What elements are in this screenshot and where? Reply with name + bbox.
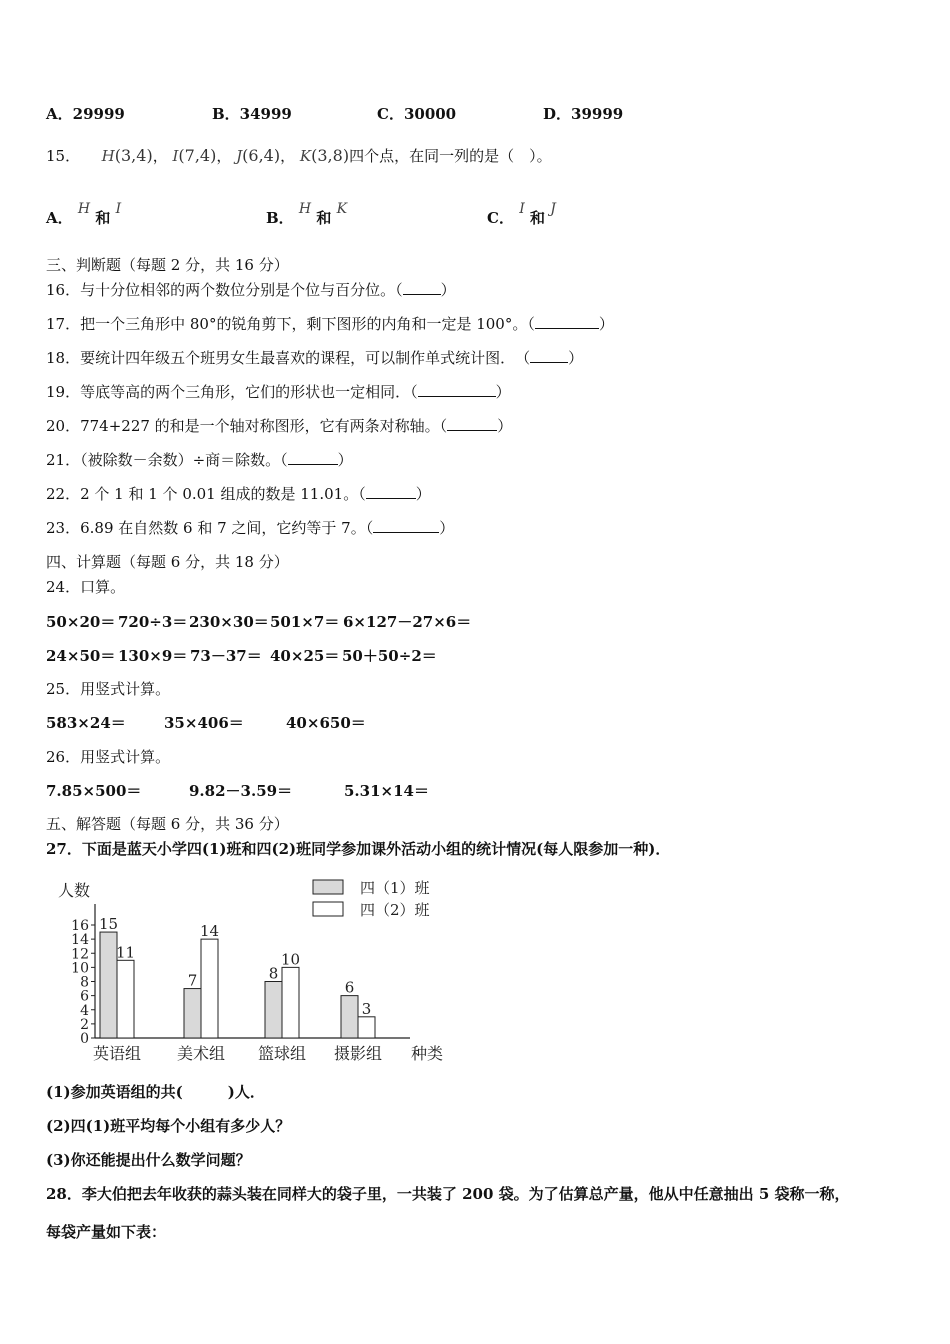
- y-tick-label: 6: [80, 988, 89, 1005]
- q15-option-c-and: 和: [529, 209, 545, 227]
- y-tick-label: 12: [71, 946, 89, 963]
- y-tick-label: 2: [80, 1016, 89, 1033]
- bar: [282, 967, 299, 1038]
- q25-item1: 583×24＝: [46, 714, 126, 732]
- q27-text: 27．下面是蓝天小学四(1)班和四(2)班同学参加课外活动小组的统计情况(每人限参加一种)．: [46, 840, 671, 858]
- category-label: 英语组: [92, 1044, 142, 1063]
- category-label: 篮球组: [257, 1044, 307, 1063]
- q15-option-a-label: A．: [46, 209, 73, 227]
- q24-r2-item1: 24×50＝: [46, 647, 116, 665]
- data-label: 8: [268, 964, 279, 983]
- q20: [46, 416, 512, 436]
- bar: [184, 989, 201, 1038]
- q24-r2-item4: 40×25＝: [270, 647, 340, 665]
- legend-label: 四（2）班: [360, 901, 430, 919]
- q26-title: 26．用竖式计算。: [46, 748, 171, 766]
- q26-item1: 7.85×500＝: [46, 782, 142, 800]
- q23-text: 23．6.89 在自然数 6 和 7 之间，它约等于 7。（: [46, 519, 374, 537]
- legend-swatch: [313, 880, 343, 894]
- q22-text: 22．2 个 1 和 1 个 0.01 组成的数是 11.01。（: [46, 485, 366, 503]
- q24-r1-item3: 230×30＝: [189, 613, 269, 631]
- q27-sub2: (2)四(1)班平均每个小组有多少人？: [46, 1117, 291, 1135]
- q23-end: ）: [439, 519, 455, 537]
- point-j-coord: (6,4): [242, 146, 281, 165]
- q17-blank[interactable]: [535, 315, 599, 329]
- point-k-coord: (3,8): [311, 146, 350, 165]
- q23-blank[interactable]: [373, 519, 439, 533]
- q15-option-a-p2: I: [115, 201, 122, 217]
- q17-text: 17．把一个三角形中 80°的锐角剪下，剩下图形的内角和一定是 100°。（: [46, 315, 535, 333]
- y-tick-label: 14: [71, 932, 89, 949]
- q16: [46, 280, 456, 300]
- q17: [46, 314, 614, 334]
- q16-text: 16．与十分位相邻的两个数位分别是个位与百分位。（: [46, 281, 403, 299]
- q14-option-b: B．34999: [212, 105, 292, 123]
- data-label: 11: [115, 943, 136, 962]
- q15-option-a: [46, 201, 122, 228]
- q24-r2-item5: 50＋50÷2＝: [342, 647, 437, 665]
- data-label: 14: [199, 922, 220, 941]
- q25-title: 25．用竖式计算。: [46, 680, 171, 698]
- q15-option-b: [266, 201, 348, 228]
- q24-r1-item4: 501×7＝: [270, 613, 340, 631]
- q20-text: 20．774+227 的和是一个轴对称图形，它有两条对称轴。（: [46, 417, 448, 435]
- legend-swatch: [313, 902, 343, 916]
- q24-title: 24．口算。: [46, 578, 126, 596]
- point-h-label: H: [101, 147, 115, 165]
- q22-end: ）: [415, 485, 431, 503]
- q20-blank[interactable]: [447, 417, 497, 431]
- q24-r1-item2: 720÷3＝: [118, 613, 188, 631]
- category-label: 美术组: [176, 1044, 226, 1063]
- point-i-coord: (7,4): [178, 146, 217, 165]
- q23: [46, 518, 454, 538]
- data-label: 3: [361, 999, 372, 1018]
- bar: [201, 939, 218, 1038]
- data-label: 7: [187, 971, 198, 990]
- bar-chart: [40, 872, 460, 1072]
- y-tick-label: 10: [71, 960, 89, 977]
- data-label: 15: [98, 915, 119, 934]
- point-j-label: J: [236, 147, 243, 165]
- q15-option-b-p2: K: [336, 201, 348, 217]
- q14-option-a: A．29999: [46, 105, 125, 123]
- section5-heading: 五、解答题（每题 6 分，共 36 分）: [46, 815, 289, 833]
- legend-label: 四（1）班: [360, 879, 430, 897]
- q14-option-d: D．39999: [543, 105, 624, 123]
- q25-item3: 40×650＝: [286, 714, 366, 732]
- y-tick-label: 0: [80, 1031, 89, 1047]
- q27-sub3: (3)你还能提出什么数学问题？: [46, 1151, 251, 1169]
- q16-blank[interactable]: [403, 281, 441, 295]
- q19: [46, 382, 511, 402]
- q18-text: 18．要统计四年级五个班男女生最喜欢的课程，可以制作单式统计图． （: [46, 349, 531, 367]
- q15-option-b-and: 和: [316, 209, 332, 227]
- q19-end: ）: [495, 383, 511, 401]
- q18-blank[interactable]: [530, 349, 568, 363]
- q21-text: 21．（被除数－余数）÷商＝除数。（: [46, 451, 288, 469]
- q24-r2-item2: 130×9＝: [118, 647, 188, 665]
- q21-blank[interactable]: [288, 451, 338, 465]
- q19-text: 19．等底等高的两个三角形，它们的形状也一定相同．（: [46, 383, 418, 401]
- q24-r1-item1: 50×20＝: [46, 613, 116, 631]
- q26-item3: 5.31×14＝: [344, 782, 429, 800]
- q14-option-c: C．30000: [377, 105, 457, 123]
- data-label: 10: [280, 950, 301, 969]
- q25-item2: 35×406＝: [164, 714, 244, 732]
- q19-blank[interactable]: [418, 383, 496, 397]
- bar: [265, 982, 282, 1039]
- q20-end: ）: [497, 417, 513, 435]
- q26-item2: 9.82－3.59＝: [189, 782, 293, 800]
- q15-option-c-p2: J: [550, 201, 556, 217]
- point-h-coord: (3,4): [114, 146, 153, 165]
- q27-sub1: (1)参加英语组的共( )人．: [46, 1083, 265, 1101]
- q22: [46, 484, 431, 504]
- q28-line2: 每袋产量如下表：: [46, 1223, 167, 1241]
- y-tick-label: 8: [80, 974, 89, 991]
- bar: [117, 960, 134, 1038]
- q15-option-c: [487, 201, 556, 228]
- y-tick-label: 4: [80, 1002, 89, 1019]
- q15-sep-1: ，: [152, 147, 168, 165]
- section3-heading: 三、判断题（每题 2 分，共 16 分）: [46, 256, 289, 274]
- q15-sep-2: ，: [216, 147, 232, 165]
- q18: [46, 348, 583, 368]
- q21-end: ）: [337, 451, 353, 469]
- q15-option-a-p1: H: [77, 201, 91, 217]
- bar: [341, 996, 358, 1038]
- q15-sep-3: ，: [280, 147, 296, 165]
- y-axis-title: 人数: [58, 881, 91, 900]
- q15-option-c-p1: I: [519, 201, 525, 217]
- q15-option-a-and: 和: [95, 209, 111, 227]
- point-k-label: K: [299, 147, 312, 165]
- q21: [46, 450, 353, 470]
- q16-end: ）: [440, 281, 456, 299]
- q22-blank[interactable]: [366, 485, 416, 499]
- q15-option-b-label: B．: [266, 209, 294, 227]
- category-label: 摄影组: [333, 1044, 383, 1063]
- y-tick-label: 16: [71, 918, 89, 934]
- q15-number: 15．: [46, 147, 81, 165]
- q17-end: ）: [598, 315, 614, 333]
- bar: [358, 1017, 375, 1038]
- q24-r2-item3: 73－37＝: [190, 647, 262, 665]
- section4-heading: 四、计算题（每题 6 分，共 18 分）: [46, 553, 289, 571]
- x-axis-title: 种类: [411, 1044, 444, 1063]
- q15-question: [46, 146, 552, 166]
- bar: [100, 932, 117, 1038]
- q24-r1-item5: 6×127－27×6＝: [343, 613, 472, 631]
- q15-option-b-p1: H: [298, 201, 312, 217]
- q15-option-c-label: C．: [487, 209, 514, 227]
- point-i-label: I: [172, 147, 179, 165]
- q28-line1: 28．李大伯把去年收获的蒜头装在同样大的袋子里，一共装了 200 袋。为了估算总产量，他从中任意抽出 5 袋称一称，: [46, 1185, 850, 1203]
- q18-end: ）: [568, 349, 584, 367]
- data-label: 6: [344, 978, 355, 997]
- q15-text: 四个点，在同一列的是（ ）。: [349, 147, 552, 165]
